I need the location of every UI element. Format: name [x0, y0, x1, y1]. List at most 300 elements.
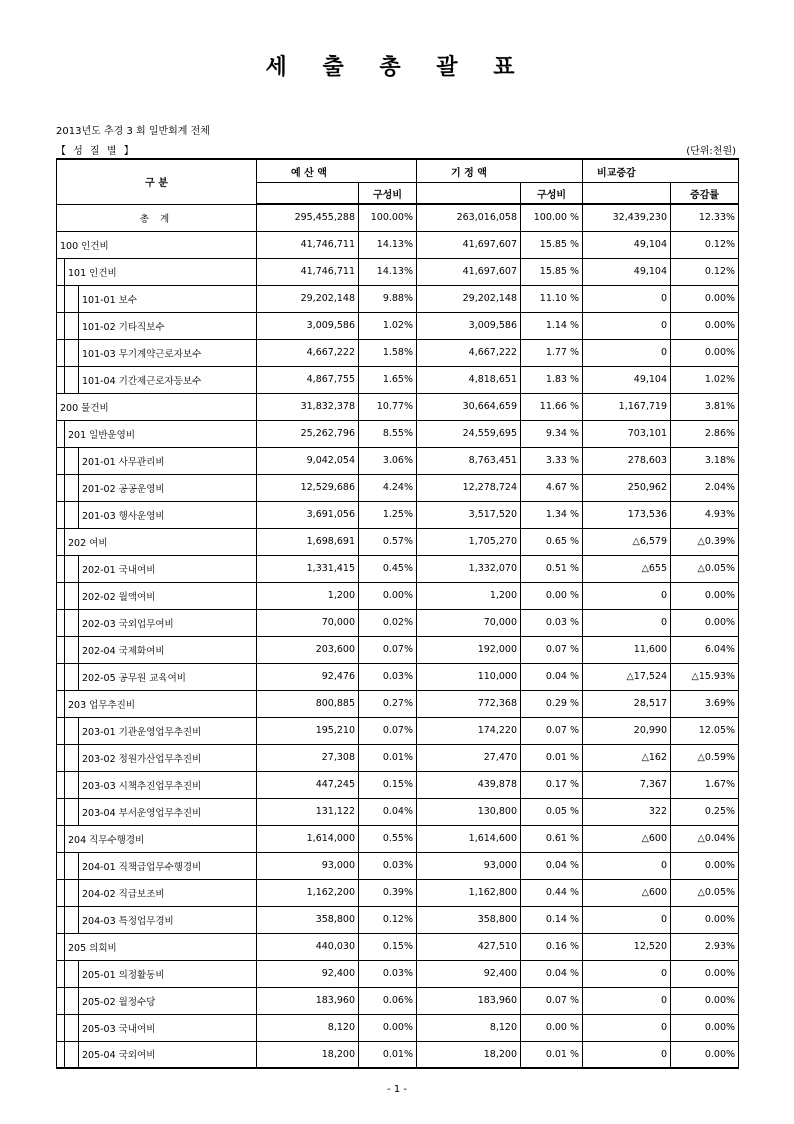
- table-row: [57, 609, 739, 636]
- cell-budget-ratio: 14.13%: [359, 231, 417, 258]
- cell-budget: 92,476: [257, 663, 359, 690]
- row-name: 202 여비: [65, 528, 257, 555]
- cell-prior: 1,200: [417, 582, 521, 609]
- cell-budget-ratio: 0.00%: [359, 582, 417, 609]
- header-diff: 비교증감: [583, 159, 739, 183]
- cell-rate: 0.00%: [671, 1014, 739, 1041]
- indent-spacer: [57, 690, 65, 717]
- indent-spacer: [65, 582, 79, 609]
- cell-budget: 358,800: [257, 906, 359, 933]
- cell-rate: 0.00%: [671, 852, 739, 879]
- header-category: 구 분: [57, 159, 257, 204]
- cell-diff: 0: [583, 339, 671, 366]
- cell-rate: 1.02%: [671, 366, 739, 393]
- cell-prior: 263,016,058: [417, 204, 521, 231]
- cell-diff: 278,603: [583, 447, 671, 474]
- indent-spacer: [57, 474, 65, 501]
- cell-prior: 1,332,070: [417, 555, 521, 582]
- cell-prior-ratio: 0.07 %: [521, 636, 583, 663]
- indent-spacer: [65, 906, 79, 933]
- row-name: 202-01 국내여비: [79, 555, 257, 582]
- cell-budget: 1,200: [257, 582, 359, 609]
- table-row: [57, 663, 739, 690]
- cell-prior-ratio: 1.83 %: [521, 366, 583, 393]
- cell-diff: 703,101: [583, 420, 671, 447]
- indent-spacer: [65, 771, 79, 798]
- cell-prior: 27,470: [417, 744, 521, 771]
- row-name: 202-04 국제화여비: [79, 636, 257, 663]
- cell-diff: 12,520: [583, 933, 671, 960]
- row-name: 203 업무추진비: [65, 690, 257, 717]
- cell-diff: 49,104: [583, 366, 671, 393]
- indent-spacer: [65, 447, 79, 474]
- cell-rate: 0.12%: [671, 258, 739, 285]
- cell-diff: △655: [583, 555, 671, 582]
- cell-rate: △0.59%: [671, 744, 739, 771]
- cell-rate: 2.86%: [671, 420, 739, 447]
- cell-budget: 29,202,148: [257, 285, 359, 312]
- indent-spacer: [65, 366, 79, 393]
- cell-prior: 41,697,607: [417, 231, 521, 258]
- indent-spacer: [65, 663, 79, 690]
- row-name: 101-01 보수: [79, 285, 257, 312]
- row-name: 총 계: [57, 204, 257, 231]
- indent-spacer: [57, 528, 65, 555]
- cell-prior: 110,000: [417, 663, 521, 690]
- cell-diff: 1,167,719: [583, 393, 671, 420]
- cell-budget: 4,867,755: [257, 366, 359, 393]
- cell-rate: 3.69%: [671, 690, 739, 717]
- table-row: [57, 1041, 739, 1068]
- cell-budget-ratio: 1.25%: [359, 501, 417, 528]
- indent-spacer: [65, 312, 79, 339]
- cell-budget-ratio: 0.03%: [359, 852, 417, 879]
- cell-rate: 6.04%: [671, 636, 739, 663]
- table-row: [57, 582, 739, 609]
- cell-budget-ratio: 0.27%: [359, 690, 417, 717]
- cell-prior-ratio: 0.00 %: [521, 582, 583, 609]
- cell-rate: 2.04%: [671, 474, 739, 501]
- cell-prior: 3,517,520: [417, 501, 521, 528]
- cell-prior-ratio: 0.07 %: [521, 987, 583, 1014]
- row-name: 202-03 국외업무여비: [79, 609, 257, 636]
- cell-diff: 322: [583, 798, 671, 825]
- table-row: [57, 501, 739, 528]
- cell-diff: 0: [583, 609, 671, 636]
- cell-budget-ratio: 0.15%: [359, 771, 417, 798]
- indent-spacer: [65, 474, 79, 501]
- indent-spacer: [57, 906, 65, 933]
- cell-rate: △0.04%: [671, 825, 739, 852]
- cell-budget: 183,960: [257, 987, 359, 1014]
- cell-prior: 4,818,651: [417, 366, 521, 393]
- cell-prior: 358,800: [417, 906, 521, 933]
- indent-spacer: [57, 447, 65, 474]
- cell-rate: 3.18%: [671, 447, 739, 474]
- cell-prior: 8,120: [417, 1014, 521, 1041]
- indent-spacer: [57, 879, 65, 906]
- indent-spacer: [57, 420, 65, 447]
- cell-prior: 8,763,451: [417, 447, 521, 474]
- row-name: 205-04 국외여비: [79, 1041, 257, 1068]
- cell-diff: 49,104: [583, 258, 671, 285]
- cell-prior-ratio: 0.01 %: [521, 744, 583, 771]
- row-name: 201 일반운영비: [65, 420, 257, 447]
- cell-diff: 0: [583, 906, 671, 933]
- indent-spacer: [57, 501, 65, 528]
- header-budget-ratio: 구성비: [359, 183, 417, 205]
- cell-budget: 195,210: [257, 717, 359, 744]
- unit-label: (단위:천원): [686, 146, 736, 157]
- cell-budget: 440,030: [257, 933, 359, 960]
- cell-prior: 3,009,586: [417, 312, 521, 339]
- indent-spacer: [57, 852, 65, 879]
- cell-diff: △600: [583, 825, 671, 852]
- row-name: 201-02 공공운영비: [79, 474, 257, 501]
- cell-budget-ratio: 0.06%: [359, 987, 417, 1014]
- cell-diff: 250,962: [583, 474, 671, 501]
- cell-diff: 7,367: [583, 771, 671, 798]
- cell-rate: 0.00%: [671, 582, 739, 609]
- table-row: [57, 393, 739, 420]
- indent-spacer: [57, 555, 65, 582]
- table-row: [57, 528, 739, 555]
- cell-budget: 203,600: [257, 636, 359, 663]
- cell-prior-ratio: 0.04 %: [521, 663, 583, 690]
- indent-spacer: [65, 1041, 79, 1068]
- row-name: 205-02 월정수당: [79, 987, 257, 1014]
- cell-budget: 41,746,711: [257, 231, 359, 258]
- cell-rate: 12.33%: [671, 204, 739, 231]
- indent-spacer: [57, 258, 65, 285]
- budget-table: [56, 158, 739, 1069]
- cell-prior-ratio: 0.61 %: [521, 825, 583, 852]
- cell-diff: △162: [583, 744, 671, 771]
- cell-prior-ratio: 0.07 %: [521, 717, 583, 744]
- table-row: [57, 555, 739, 582]
- cell-budget-ratio: 0.03%: [359, 960, 417, 987]
- cell-budget-ratio: 0.57%: [359, 528, 417, 555]
- cell-budget-ratio: 0.04%: [359, 798, 417, 825]
- cell-budget-ratio: 4.24%: [359, 474, 417, 501]
- cell-prior-ratio: 15.85 %: [521, 231, 583, 258]
- indent-spacer: [57, 744, 65, 771]
- cell-budget: 3,691,056: [257, 501, 359, 528]
- cell-rate: 0.00%: [671, 312, 739, 339]
- cell-diff: 20,990: [583, 717, 671, 744]
- table-row: [57, 798, 739, 825]
- cell-budget-ratio: 0.55%: [359, 825, 417, 852]
- page-number: - 1 -: [387, 1084, 407, 1095]
- cell-rate: 0.00%: [671, 1041, 739, 1068]
- cell-diff: 0: [583, 1014, 671, 1041]
- cell-budget: 1,698,691: [257, 528, 359, 555]
- indent-spacer: [57, 717, 65, 744]
- cell-diff: △17,524: [583, 663, 671, 690]
- indent-spacer: [65, 339, 79, 366]
- cell-prior: 24,559,695: [417, 420, 521, 447]
- cell-prior: 192,000: [417, 636, 521, 663]
- cell-rate: △15.93%: [671, 663, 739, 690]
- cell-budget: 92,400: [257, 960, 359, 987]
- table-row: [57, 420, 739, 447]
- row-name: 101-03 무기계약근로자보수: [79, 339, 257, 366]
- table-row: [57, 339, 739, 366]
- cell-budget: 8,120: [257, 1014, 359, 1041]
- cell-prior: 174,220: [417, 717, 521, 744]
- row-name: 101-02 기타직보수: [79, 312, 257, 339]
- cell-budget: 1,331,415: [257, 555, 359, 582]
- cell-diff: 49,104: [583, 231, 671, 258]
- cell-rate: 3.81%: [671, 393, 739, 420]
- cell-budget: 1,614,000: [257, 825, 359, 852]
- cell-budget-ratio: 0.39%: [359, 879, 417, 906]
- cell-prior-ratio: 0.16 %: [521, 933, 583, 960]
- indent-spacer: [57, 933, 65, 960]
- table-row: [57, 285, 739, 312]
- cell-prior-ratio: 0.01 %: [521, 1041, 583, 1068]
- cell-prior-ratio: 11.10 %: [521, 285, 583, 312]
- indent-spacer: [65, 609, 79, 636]
- document-subtitle: 2013년도 추경 3 회 일반회계 전체: [56, 126, 210, 137]
- indent-spacer: [57, 960, 65, 987]
- cell-diff: 173,536: [583, 501, 671, 528]
- cell-rate: △0.39%: [671, 528, 739, 555]
- cell-budget: 18,200: [257, 1041, 359, 1068]
- cell-rate: 0.00%: [671, 339, 739, 366]
- table-row: [57, 258, 739, 285]
- indent-spacer: [57, 609, 65, 636]
- indent-spacer: [57, 825, 65, 852]
- header-prior-ratio: 구성비: [521, 183, 583, 205]
- indent-spacer: [65, 717, 79, 744]
- cell-budget-ratio: 0.07%: [359, 717, 417, 744]
- cell-budget-ratio: 100.00%: [359, 204, 417, 231]
- cell-prior: 70,000: [417, 609, 521, 636]
- table-row: [57, 204, 739, 231]
- table-row: [57, 366, 739, 393]
- cell-diff: 32,439,230: [583, 204, 671, 231]
- cell-prior-ratio: 15.85 %: [521, 258, 583, 285]
- cell-rate: 0.00%: [671, 285, 739, 312]
- row-name: 204-02 직급보조비: [79, 879, 257, 906]
- indent-spacer: [65, 501, 79, 528]
- cell-diff: △6,579: [583, 528, 671, 555]
- row-name: 203-02 정원가산업무추진비: [79, 744, 257, 771]
- cell-diff: 0: [583, 312, 671, 339]
- cell-prior-ratio: 0.05 %: [521, 798, 583, 825]
- cell-prior: 30,664,659: [417, 393, 521, 420]
- cell-prior-ratio: 1.77 %: [521, 339, 583, 366]
- cell-budget: 25,262,796: [257, 420, 359, 447]
- cell-diff: 0: [583, 960, 671, 987]
- table-row: [57, 636, 739, 663]
- cell-diff: 0: [583, 582, 671, 609]
- cell-budget-ratio: 8.55%: [359, 420, 417, 447]
- indent-spacer: [57, 366, 65, 393]
- table-row: [57, 231, 739, 258]
- row-name: 205-01 의정활동비: [79, 960, 257, 987]
- row-name: 101 인건비: [65, 258, 257, 285]
- cell-budget-ratio: 0.45%: [359, 555, 417, 582]
- cell-budget-ratio: 0.03%: [359, 663, 417, 690]
- cell-budget: 70,000: [257, 609, 359, 636]
- indent-spacer: [57, 771, 65, 798]
- row-name: 202-02 월액여비: [79, 582, 257, 609]
- cell-prior: 12,278,724: [417, 474, 521, 501]
- cell-budget: 447,245: [257, 771, 359, 798]
- cell-prior: 92,400: [417, 960, 521, 987]
- row-name: 200 물건비: [57, 393, 257, 420]
- row-name: 203-03 시책추진업무추진비: [79, 771, 257, 798]
- row-name: 201-01 사무관리비: [79, 447, 257, 474]
- table-row: [57, 825, 739, 852]
- indent-spacer: [57, 582, 65, 609]
- cell-budget: 41,746,711: [257, 258, 359, 285]
- cell-prior-ratio: 11.66 %: [521, 393, 583, 420]
- cell-rate: 0.00%: [671, 960, 739, 987]
- row-name: 205 의회비: [65, 933, 257, 960]
- indent-spacer: [57, 339, 65, 366]
- table-row: [57, 879, 739, 906]
- cell-budget: 31,832,378: [257, 393, 359, 420]
- cell-budget-ratio: 0.00%: [359, 1014, 417, 1041]
- cell-budget: 9,042,054: [257, 447, 359, 474]
- cell-rate: 0.25%: [671, 798, 739, 825]
- cell-prior: 772,368: [417, 690, 521, 717]
- row-name: 101-04 기간제근로자등보수: [79, 366, 257, 393]
- cell-prior: 41,697,607: [417, 258, 521, 285]
- indent-spacer: [65, 636, 79, 663]
- cell-budget-ratio: 0.02%: [359, 609, 417, 636]
- cell-prior: 183,960: [417, 987, 521, 1014]
- cell-prior-ratio: 100.00 %: [521, 204, 583, 231]
- indent-spacer: [57, 312, 65, 339]
- cell-prior-ratio: 0.44 %: [521, 879, 583, 906]
- cell-diff: 0: [583, 987, 671, 1014]
- cell-prior: 1,705,270: [417, 528, 521, 555]
- indent-spacer: [57, 987, 65, 1014]
- page-title: 세 출 총 괄 표: [265, 55, 529, 80]
- cell-prior-ratio: 9.34 %: [521, 420, 583, 447]
- cell-budget: 93,000: [257, 852, 359, 879]
- cell-diff: 28,517: [583, 690, 671, 717]
- section-label: 【 성 질 별 】: [56, 146, 136, 157]
- cell-prior-ratio: 0.51 %: [521, 555, 583, 582]
- cell-rate: 12.05%: [671, 717, 739, 744]
- cell-diff: 0: [583, 852, 671, 879]
- cell-prior: 18,200: [417, 1041, 521, 1068]
- indent-spacer: [65, 852, 79, 879]
- indent-spacer: [65, 285, 79, 312]
- cell-prior-ratio: 0.03 %: [521, 609, 583, 636]
- indent-spacer: [65, 960, 79, 987]
- cell-prior-ratio: 0.17 %: [521, 771, 583, 798]
- cell-prior-ratio: 4.67 %: [521, 474, 583, 501]
- cell-budget-ratio: 0.15%: [359, 933, 417, 960]
- cell-budget-ratio: 14.13%: [359, 258, 417, 285]
- cell-prior: 1,614,600: [417, 825, 521, 852]
- table-row: [57, 933, 739, 960]
- indent-spacer: [57, 285, 65, 312]
- cell-prior: 439,878: [417, 771, 521, 798]
- cell-rate: 1.67%: [671, 771, 739, 798]
- cell-prior: 29,202,148: [417, 285, 521, 312]
- indent-spacer: [57, 636, 65, 663]
- cell-budget: 800,885: [257, 690, 359, 717]
- cell-prior-ratio: 1.14 %: [521, 312, 583, 339]
- cell-budget-ratio: 10.77%: [359, 393, 417, 420]
- row-name: 204-01 직책급업무수행경비: [79, 852, 257, 879]
- table-row: [57, 312, 739, 339]
- cell-budget: 27,308: [257, 744, 359, 771]
- table-row: [57, 690, 739, 717]
- cell-diff: 0: [583, 1041, 671, 1068]
- cell-prior-ratio: 0.04 %: [521, 852, 583, 879]
- indent-spacer: [65, 744, 79, 771]
- cell-budget-ratio: 0.12%: [359, 906, 417, 933]
- table-row: [57, 744, 739, 771]
- cell-prior: 4,667,222: [417, 339, 521, 366]
- row-name: 202-05 공무원 교육여비: [79, 663, 257, 690]
- table-row: [57, 474, 739, 501]
- cell-prior-ratio: 0.14 %: [521, 906, 583, 933]
- cell-prior: 93,000: [417, 852, 521, 879]
- cell-budget-ratio: 9.88%: [359, 285, 417, 312]
- indent-spacer: [65, 555, 79, 582]
- table-row: [57, 987, 739, 1014]
- cell-prior-ratio: 3.33 %: [521, 447, 583, 474]
- cell-prior-ratio: 0.04 %: [521, 960, 583, 987]
- header-prior: 기 정 액: [417, 159, 583, 183]
- cell-budget-ratio: 1.58%: [359, 339, 417, 366]
- row-name: 201-03 행사운영비: [79, 501, 257, 528]
- indent-spacer: [65, 1014, 79, 1041]
- cell-budget: 4,667,222: [257, 339, 359, 366]
- indent-spacer: [65, 879, 79, 906]
- cell-diff: △600: [583, 879, 671, 906]
- cell-rate: 2.93%: [671, 933, 739, 960]
- cell-prior: 130,800: [417, 798, 521, 825]
- row-name: 204 직무수행경비: [65, 825, 257, 852]
- cell-budget-ratio: 3.06%: [359, 447, 417, 474]
- table-row: [57, 852, 739, 879]
- table-row: [57, 447, 739, 474]
- cell-budget-ratio: 0.01%: [359, 1041, 417, 1068]
- table-row: [57, 717, 739, 744]
- indent-spacer: [57, 1041, 65, 1068]
- table-row: [57, 906, 739, 933]
- row-name: 203-01 기관운영업무추진비: [79, 717, 257, 744]
- cell-budget: 3,009,586: [257, 312, 359, 339]
- row-name: 205-03 국내여비: [79, 1014, 257, 1041]
- cell-rate: 4.93%: [671, 501, 739, 528]
- cell-prior-ratio: 0.00 %: [521, 1014, 583, 1041]
- header-budget: 예 산 액: [257, 159, 417, 183]
- cell-budget-ratio: 0.07%: [359, 636, 417, 663]
- cell-rate: 0.00%: [671, 609, 739, 636]
- cell-rate: 0.00%: [671, 987, 739, 1014]
- header-diff-rate: 증감률: [671, 183, 739, 205]
- cell-prior: 1,162,800: [417, 879, 521, 906]
- cell-diff: 0: [583, 285, 671, 312]
- cell-diff: 11,600: [583, 636, 671, 663]
- row-name: 203-04 부서운영업무추진비: [79, 798, 257, 825]
- cell-budget-ratio: 1.65%: [359, 366, 417, 393]
- cell-prior-ratio: 0.29 %: [521, 690, 583, 717]
- cell-rate: △0.05%: [671, 555, 739, 582]
- indent-spacer: [65, 987, 79, 1014]
